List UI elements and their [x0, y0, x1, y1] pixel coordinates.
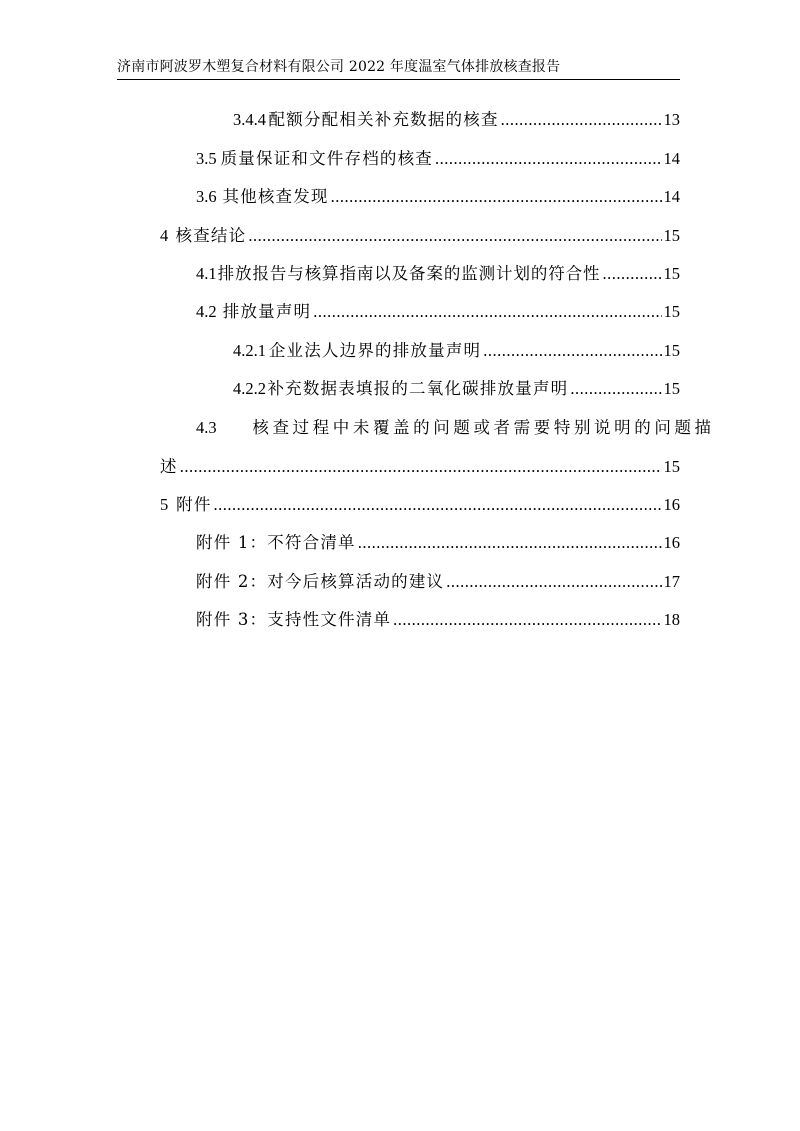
toc-entry-title: 附件 1：不符合清单: [196, 533, 356, 552]
toc-leader-dots: [358, 533, 662, 553]
toc-entry-4-3[interactable]: [196, 414, 715, 438]
toc-leader-dots: [501, 110, 662, 130]
toc-entry-appendix-3[interactable]: [196, 606, 680, 630]
toc-entry-title: 配额分配相关补充数据的核查: [268, 110, 499, 129]
toc-leader-dots: [570, 379, 661, 399]
toc-entry-4-3-continued[interactable]: [160, 453, 680, 477]
toc-leader-dots: [313, 302, 661, 322]
toc-entry-page: 16: [663, 495, 680, 514]
toc-entry-5[interactable]: [160, 491, 680, 515]
toc-entry-title: 附件: [176, 495, 212, 514]
toc-entry-page: 15: [663, 264, 680, 283]
header-title: 济南市阿波罗木塑复合材料有限公司 2022 年度温室气体排放核查报告: [117, 59, 561, 75]
toc-entry-title: 企业法人边界的排放量声明: [268, 341, 482, 360]
toc-entry-number: 3.6: [196, 187, 217, 206]
toc-entry-number: 4.2.2: [233, 379, 266, 398]
page-header: [117, 56, 680, 76]
toc-entry-title: 核查过程中未覆盖的问题或者需要特别说明的问题描: [252, 418, 715, 437]
toc-leader-dots: [180, 457, 662, 477]
toc-entry-appendix-2[interactable]: [196, 568, 680, 592]
toc-entry-appendix-1[interactable]: [196, 529, 680, 553]
toc-leader-dots: [446, 572, 661, 592]
toc-entry-4-2[interactable]: [196, 298, 680, 322]
toc-entry-page: 15: [663, 457, 680, 476]
toc-entry-page: 13: [663, 110, 680, 129]
toc-entry-page: 15: [663, 379, 680, 398]
toc-entry-page: 18: [663, 610, 680, 629]
toc-entry-title: 附件 2：对今后核算活动的建议: [196, 572, 445, 591]
toc-entry-number: 3.4.4: [233, 110, 266, 129]
toc-entry-page: 14: [663, 149, 680, 168]
toc-entry-page: 16: [663, 533, 680, 552]
toc-entry-title: 其他核查发现: [222, 187, 329, 206]
toc-entry-page: 17: [663, 572, 680, 591]
toc-entry-number: 4.1: [196, 264, 217, 283]
toc-entry-title-continued: 述: [160, 457, 178, 476]
toc-leader-dots: [331, 187, 662, 207]
toc-entry-number: 4.3: [196, 418, 217, 437]
toc-leader-dots: [483, 341, 661, 361]
toc-entry-page: 14: [663, 187, 680, 206]
toc-entry-title: 质量保证和文件存档的核查: [220, 149, 434, 168]
toc-entry-title: 补充数据表填报的二氧化碳排放量声明: [267, 379, 569, 398]
toc-entry-number: 4: [160, 226, 169, 245]
toc-leader-dots: [214, 495, 662, 515]
toc-leader-dots: [248, 226, 661, 246]
toc-entry-number: 3.5: [196, 149, 217, 168]
toc-entry-4-2-1[interactable]: [233, 337, 680, 361]
toc-entry-number: 5: [160, 495, 169, 514]
toc-entry-page: 15: [663, 302, 680, 321]
toc-entry-title: 排放报告与核算指南以及备案的监测计划的符合性: [217, 264, 601, 283]
toc-entry-title: 核查结论: [175, 226, 247, 245]
header-divider: [117, 79, 680, 80]
toc-entry-title: 附件 3：支持性文件清单: [196, 610, 392, 629]
toc-entry-4[interactable]: [160, 222, 680, 246]
toc-entry-4-1[interactable]: [196, 260, 680, 284]
toc-entry-number: 4.2.1: [233, 341, 266, 360]
toc-entry-number: 4.2: [196, 302, 217, 321]
toc-entry-3-4-4[interactable]: [233, 106, 680, 130]
toc-entry-3-5[interactable]: [196, 145, 680, 169]
toc-leader-dots: [602, 264, 661, 284]
toc-leader-dots: [435, 149, 661, 169]
toc-entry-title: 排放量声明: [222, 302, 312, 321]
toc-entry-page: 15: [663, 341, 680, 360]
toc-entry-3-6[interactable]: [196, 183, 680, 207]
toc-entry-page: 15: [663, 226, 680, 245]
toc-leader-dots: [393, 610, 661, 630]
toc-entry-4-2-2[interactable]: [233, 375, 680, 399]
